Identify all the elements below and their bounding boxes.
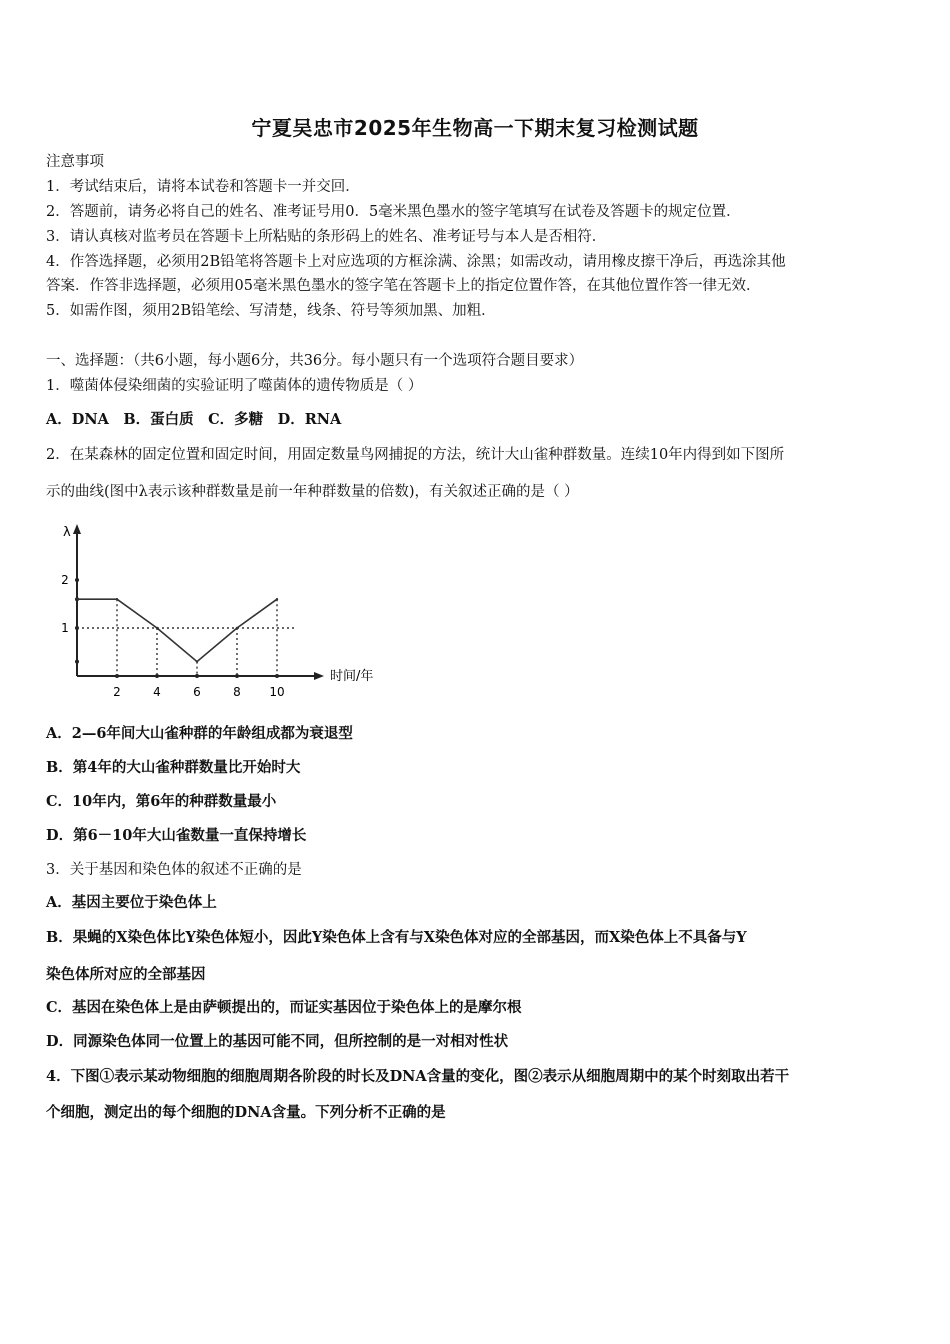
q3-option-b: B．果蝇的X染色体比Y染色体短小，因此Y染色体上含有与X染色体对应的全部基因，而X染色体上不具备与Y <box>46 929 747 946</box>
notice-item-5: 5．如需作图，须用2B铅笔绘、写清楚，线条、符号等须加黑、加粗． <box>46 303 496 319</box>
x-tick-label-4: 4 <box>153 685 161 696</box>
notice-item-2: 2．答题前，请务必将自己的姓名、准考证号用0．5毫米黑色墨水的签字笔填写在试卷及答题卡的规定位置． <box>46 204 741 220</box>
section-heading: 一、选择题：（共6小题，每小题6分，共36分。每小题只有一个选项符合题目要求） <box>46 353 584 369</box>
y-tick-label-2: 2 <box>61 573 69 587</box>
x-axis-label: 时间/年 <box>330 669 374 684</box>
notice-item-1: 1．考试结束后，请将本试卷和答题卡一并交回． <box>46 179 360 195</box>
x-tick-label-2: 2 <box>113 685 121 696</box>
x-axis-arrow <box>314 672 324 680</box>
y-axis-label: λ <box>63 525 71 540</box>
q3-stem: 3．关于基因和染色体的叙述不正确的是 <box>46 862 302 878</box>
q3-option-a: A．基因主要位于染色体上 <box>46 894 217 911</box>
notice-heading: 注意事项 <box>46 154 104 170</box>
q3-option-b-cont: 染色体所对应的全部基因 <box>46 966 206 983</box>
y-axis-arrow <box>73 524 81 534</box>
y-axis-dot-0 <box>75 660 79 664</box>
notice-item-3: 3．请认真核对监考员在答题卡上所粘贴的条形码上的姓名、准考证号与本人是否相符． <box>46 229 607 245</box>
y-tick-dot-2 <box>75 578 79 582</box>
q2-stem-line2: 示的曲线(图中λ表示该种群数量是前一年种群数量的倍数)，有关叙述正确的是（ ） <box>46 484 579 500</box>
page-title: 宁夏吴忠市2025年生物高一下期末复习检测试题 <box>251 116 699 140</box>
notice-item-4: 4．作答选择题，必须用2B铅笔将答题卡上对应选项的方框涂满、涂黑；如需改动，请用橡皮擦干净后，再选涂其他 <box>46 254 786 270</box>
q3-option-d: D．同源染色体同一位置上的基因可能不同，但所控制的是一对相对性状 <box>46 1033 509 1050</box>
q4-stem-line2: 个细胞，测定出的每个细胞的DNA含量。下列分析不正确的是 <box>46 1104 446 1121</box>
q1-options: A．DNA B．蛋白质 C．多糖 D．RNA <box>46 411 342 428</box>
x-tick-label-8: 8 <box>233 685 241 696</box>
q3-option-c: C．基因在染色体上是由萨顿提出的，而证实基因位于染色体上的是摩尔根 <box>46 999 522 1016</box>
lambda-series-line <box>77 599 277 661</box>
y-tick-label-1: 1 <box>61 621 69 635</box>
q4-stem-line1: 4．下图①表示某动物细胞的细胞周期各阶段的时长及DNA含量的变化，图②表示从细胞周期中的某个时刻取出若干 <box>46 1068 790 1085</box>
x-tick-label-6: 6 <box>193 685 201 696</box>
q2-option-a: A．2—6年间大山雀种群的年龄组成都为衰退型 <box>46 725 353 742</box>
notice-item-4-cont: 答案．作答非选择题，必须用05毫米黑色墨水的签字笔在答题卡上的指定位置作答，在其他位置作答一律无效． <box>46 278 761 294</box>
q2-option-d: D．第6－10年大山雀数量一直保持增长 <box>46 827 307 844</box>
q2-option-c: C．10年内，第6年的种群数量最小 <box>46 793 277 810</box>
q1-stem: 1．噬菌体侵染细菌的实验证明了噬菌体的遗传物质是（ ） <box>46 378 423 394</box>
lambda-line-chart <box>52 518 392 696</box>
q2-stem-line1: 2．在某森林的固定位置和固定时间，用固定数量鸟网捕捉的方法，统计大山雀种群数量。连续10年内得到如下图所 <box>46 447 785 463</box>
x-tick-label-10: 10 <box>269 685 285 696</box>
q2-option-b: B．第4年的大山雀种群数量比开始时大 <box>46 759 301 776</box>
